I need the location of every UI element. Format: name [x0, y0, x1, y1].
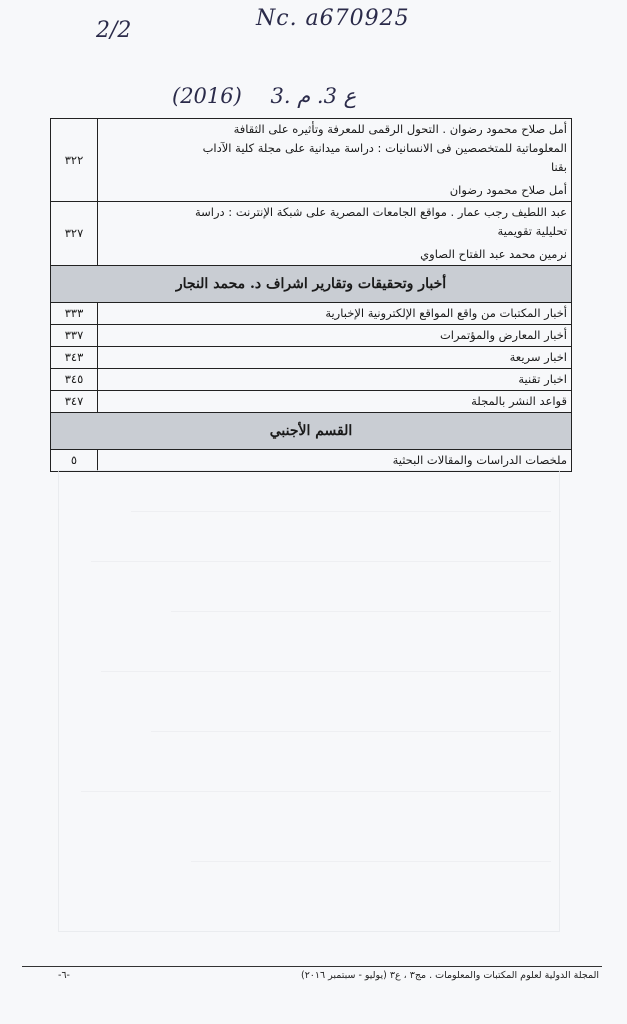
entry-author: أمل صلاح محمود رضوان	[449, 183, 567, 197]
section-heading-foreign: القسم الأجنبي	[51, 413, 572, 450]
journal-footer: المجلة الدولية لعلوم المكتبات والمعلومات . مج٣ ، ع٣ (يوليو - سبتمبر ٢٠١٦)	[300, 970, 599, 981]
table-row	[51, 391, 572, 413]
entry-title	[98, 202, 572, 266]
contents-table	[50, 118, 572, 472]
table-row	[51, 369, 572, 391]
title-line: أمل صلاح محمود رضوان . التحول الرقمى للمعرفة وتأثيره على الثقافة	[233, 122, 567, 136]
section-heading-news: أخبار وتحقيقات وتقارير اشراف د. محمد النجار	[51, 266, 572, 303]
table-row	[51, 347, 572, 369]
section-heading-row	[51, 266, 572, 303]
handwritten-volume-ref	[172, 84, 356, 108]
handwritten-year: (2016)	[172, 84, 242, 108]
handwritten-page-fraction: 2/2	[96, 18, 132, 43]
footer-divider	[22, 966, 602, 967]
table-row	[51, 450, 572, 472]
entry-title: أخبار المعارض والمؤتمرات	[98, 325, 572, 347]
handwritten-nc-number: Nc. a670925	[256, 6, 410, 31]
entry-title: أخبار المكتبات من واقع المواقع الإلكترونية الإخبارية	[98, 303, 572, 325]
page-number: ٣٣٣	[51, 303, 98, 325]
title-line: المعلوماتية للمتخصصين فى الانسانيات : دراسة ميدانية على مجلة كلية الآداب	[202, 141, 567, 155]
title-line: تحليلية تقويمية	[497, 224, 567, 238]
entry-title: اخبار تقنية	[98, 369, 572, 391]
entry-title: اخبار سريعة	[98, 347, 572, 369]
page-number: ٣٤٧	[51, 391, 98, 413]
table-row	[51, 303, 572, 325]
page-number: ٣٣٧	[51, 325, 98, 347]
page-number: ٣٢٧	[51, 202, 98, 266]
page-number: ٣٤٣	[51, 347, 98, 369]
title-line: بقنا	[551, 160, 567, 174]
table-row	[51, 325, 572, 347]
title-line: عبد اللطيف رجب عمار . مواقع الجامعات المصرية على شبكة الإنترنت : دراسة	[194, 205, 567, 219]
entry-title	[98, 119, 572, 202]
section-heading-row	[51, 413, 572, 450]
footer-page-number: -٦-	[58, 970, 70, 981]
entry-author: نرمين محمد عبد الفتاح الصاوي	[420, 247, 567, 261]
page-number: ٥	[51, 450, 98, 472]
entry-title: قواعد النشر بالمجلة	[98, 391, 572, 413]
entry-title: ملخصات الدراسات والمقالات البحثية	[98, 450, 572, 472]
handwritten-issue: 3. ع 3. م	[270, 84, 357, 108]
table-row	[51, 119, 572, 202]
table-row	[51, 202, 572, 266]
page-number: ٣٤٥	[51, 369, 98, 391]
page-number: ٣٢٢	[51, 119, 98, 202]
show-through-background	[58, 470, 560, 932]
